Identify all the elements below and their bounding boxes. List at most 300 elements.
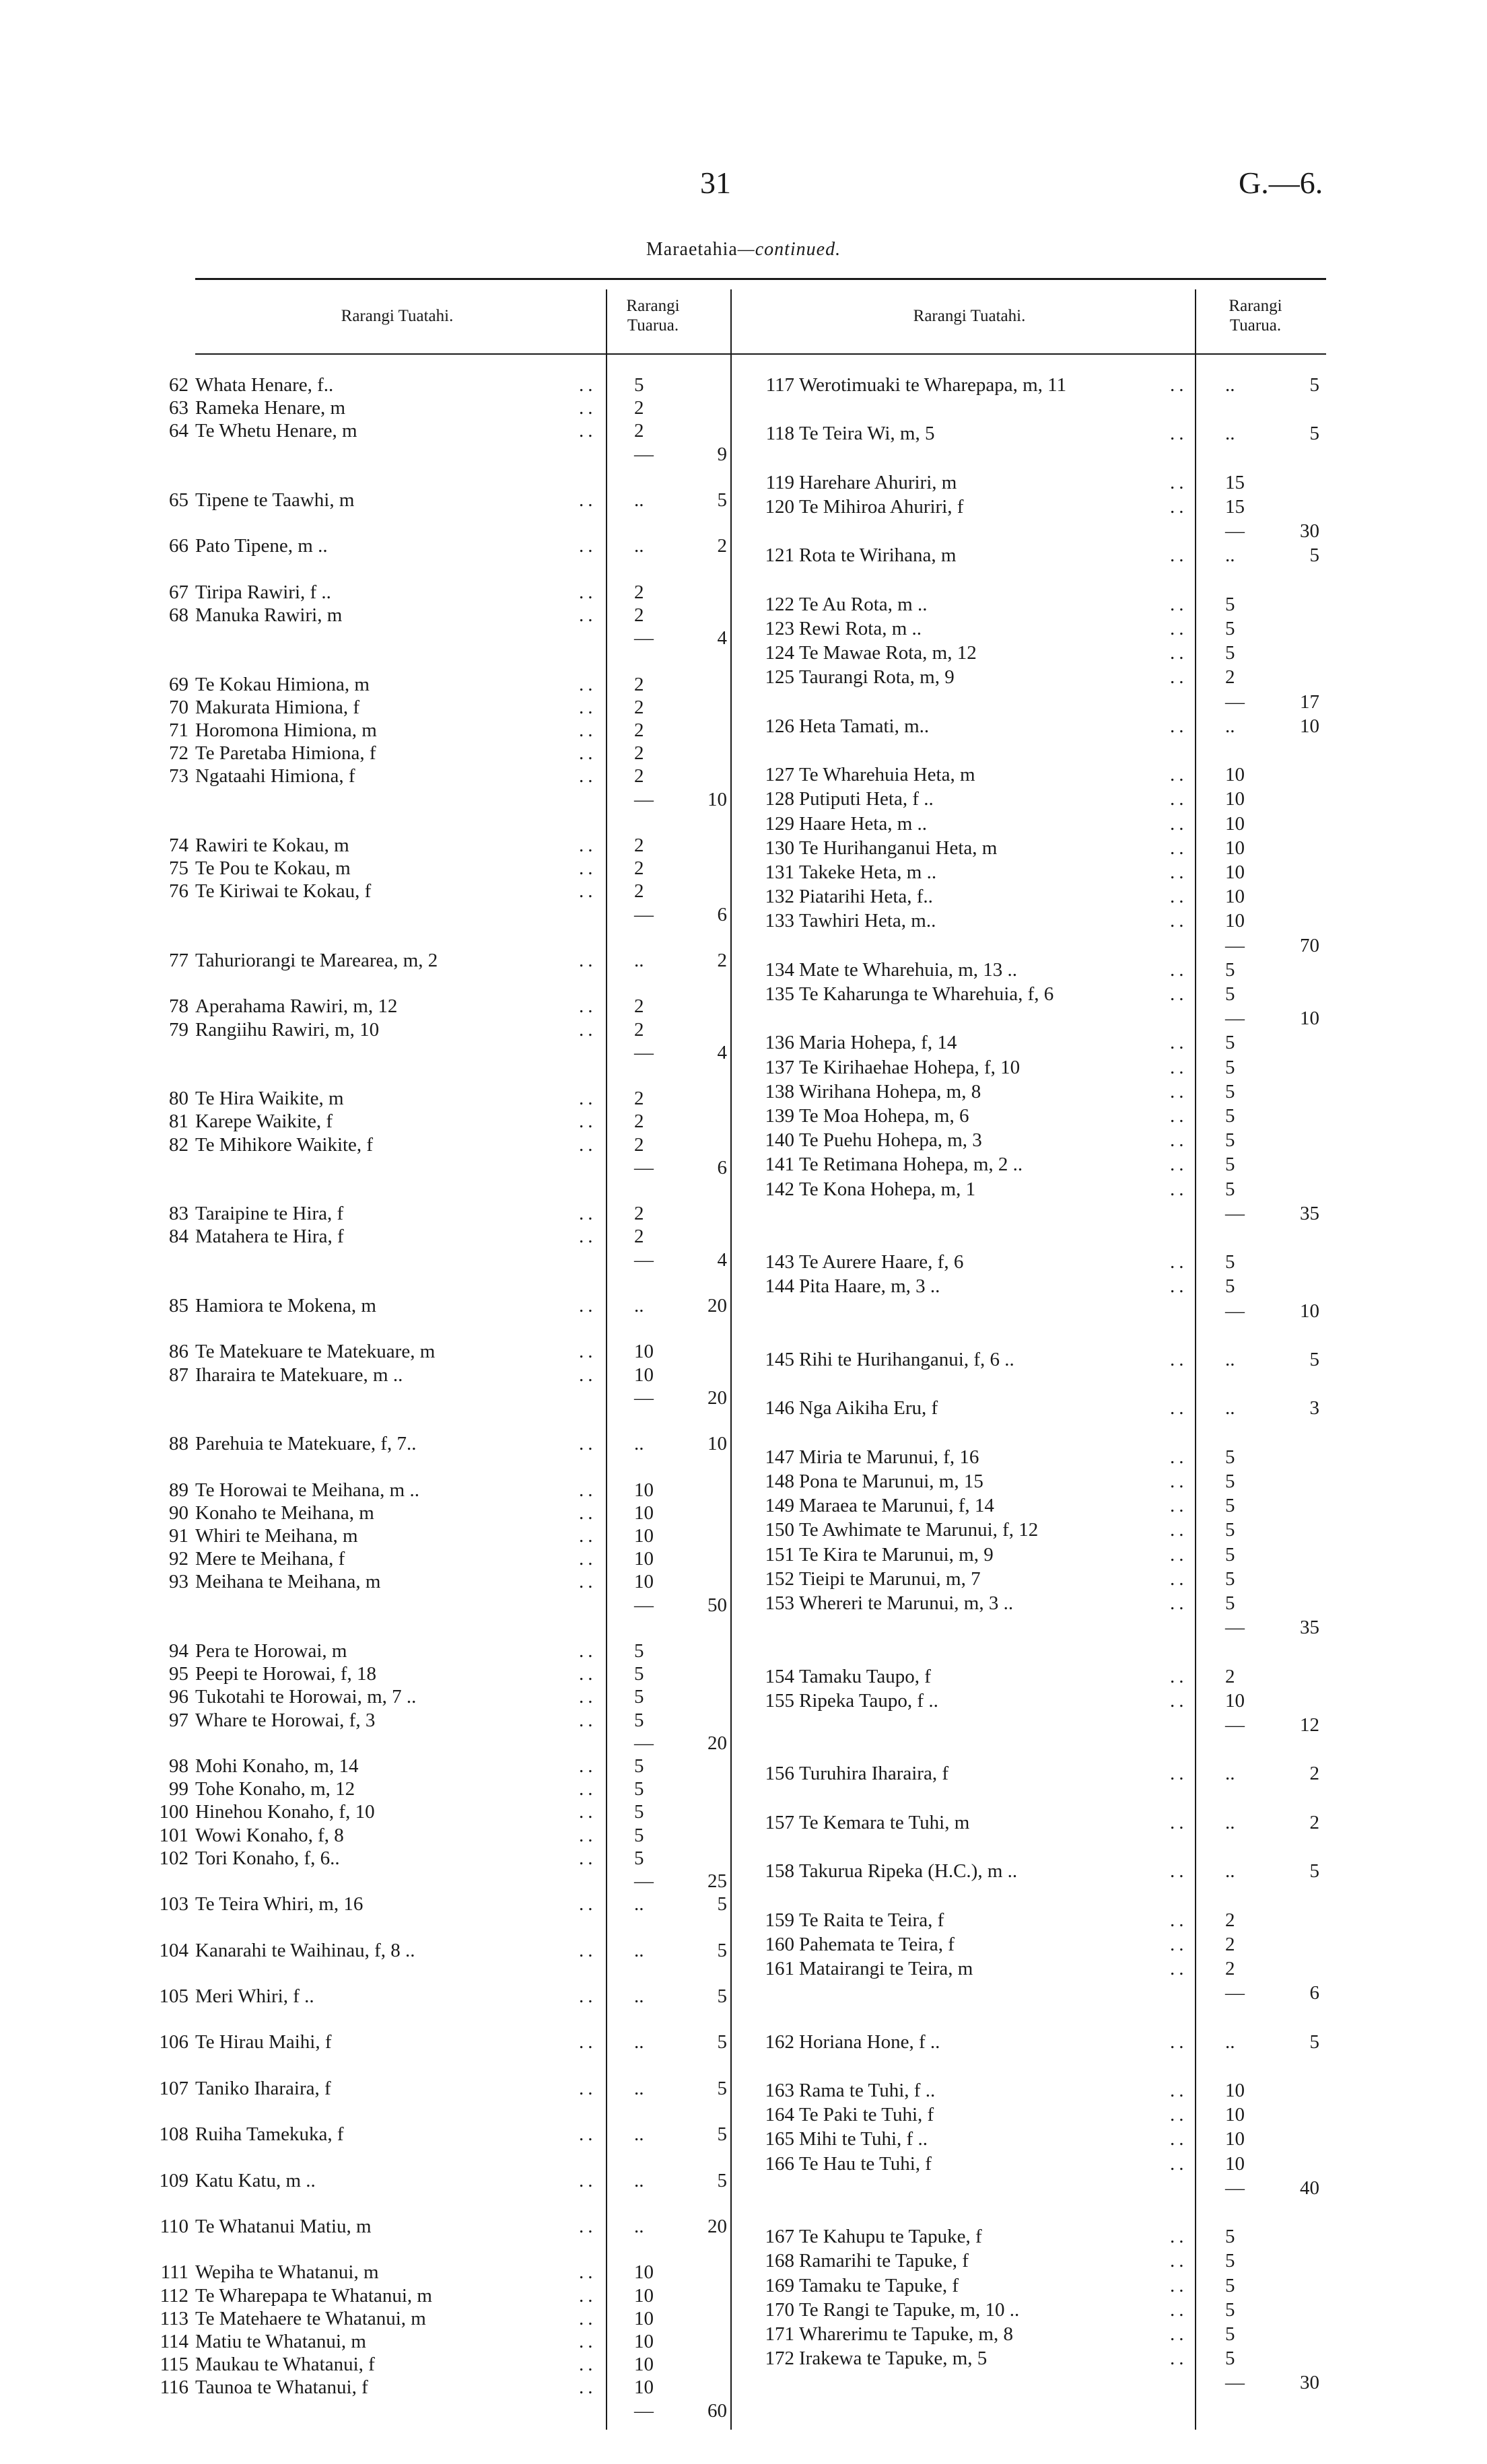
entry-number: 109 — [159, 2169, 188, 2191]
entry-name: Te Retimana Hohepa, m, 2 .. — [799, 1154, 1023, 1176]
leader-dots: .. — [1170, 1958, 1188, 1979]
leader-dots: .. — [1170, 642, 1188, 664]
entry-number: 72 — [169, 742, 188, 765]
entry-row — [0, 641, 1487, 664]
entry-row — [0, 471, 1487, 494]
entry-row — [0, 520, 1487, 542]
leader-dots: .. — [579, 1018, 597, 1041]
share-value: 2 — [634, 581, 644, 603]
share-value: — — [634, 1156, 654, 1178]
leader-dots: .. — [579, 535, 597, 557]
leader-dots: .. — [1170, 958, 1188, 981]
share-value: 5 — [1225, 1568, 1235, 1590]
entry-name: Te Kokau Himiona, m — [195, 673, 370, 695]
entry-row — [0, 1129, 1487, 1152]
entry-number: 101 — [159, 1824, 188, 1846]
leader-dots: .. — [1170, 544, 1188, 567]
leader-dots: .. — [1170, 764, 1188, 786]
share-value: 5 — [1225, 2298, 1235, 2321]
entry-number: 167 — [765, 2226, 794, 2248]
leader-dots: .. — [1170, 1909, 1188, 1931]
entry-name: Nga Aikiha Eru, f — [799, 1397, 938, 1419]
share-value: 10 — [1225, 812, 1245, 835]
entry-row — [0, 1543, 1487, 1566]
entry-number: 91 — [169, 1525, 188, 1547]
entry-row — [0, 787, 1487, 810]
entry-number: 115 — [160, 2354, 188, 2376]
share-value: 5 — [1225, 642, 1235, 664]
entry-number: 165 — [765, 2128, 794, 2150]
leader-dots: .. — [579, 2261, 597, 2284]
entry-name: Peepi te Horowai, f, 18 — [195, 1663, 376, 1685]
entry-name: Te Matekuare te Matekuare, m — [195, 1341, 436, 1363]
leader-dots: .. — [579, 2377, 597, 2399]
entry-row — [0, 2347, 1487, 2370]
share-value: — — [1225, 1617, 1245, 1639]
group-total: 20 — [707, 1732, 727, 1754]
entry-name: Te Teira Whiri, m, 16 — [195, 1893, 364, 1915]
entry-number: 90 — [169, 1502, 188, 1524]
entry-number: 121 — [765, 544, 794, 567]
leader-dots: .. — [1170, 1689, 1188, 1712]
entry-number: 172 — [765, 2348, 794, 2370]
share-value: 5 — [1225, 1471, 1235, 1492]
entry-name: Putiputi Heta, f .. — [799, 788, 934, 810]
group-total: 35 — [1300, 1202, 1319, 1224]
entry-row — [0, 495, 1487, 518]
leader-dots: .. — [579, 673, 597, 695]
share-value: 5 — [1225, 2226, 1235, 2248]
entry-name: Mate te Wharehuia, m, 13 .. — [799, 958, 1017, 981]
entry-name: Te Aurere Haare, f, 6 — [799, 1251, 964, 1273]
group-total: 20 — [707, 1295, 727, 1316]
entry-name: Mohi Konaho, m, 14 — [195, 1755, 359, 1777]
share-value: 10 — [634, 1548, 654, 1570]
leader-dots: .. — [1170, 1665, 1188, 1687]
leader-dots: .. — [579, 1640, 597, 1662]
entry-name: Te Whatanui Matiu, m — [195, 2216, 372, 2237]
entry-name: Hinehou Konaho, f, 10 — [195, 1801, 375, 1823]
share-value: 2 — [1225, 1958, 1235, 1979]
leader-dots: .. — [579, 1571, 597, 1593]
entry-number: 133 — [765, 910, 794, 932]
share-value: 5 — [1225, 2323, 1235, 2345]
entry-name: Te Kiriwai te Kokau, f — [195, 880, 372, 903]
entry-name: Tahuriorangi te Marearea, m, 2 — [195, 950, 438, 971]
share-value: 2 — [634, 880, 644, 903]
entry-row — [0, 1226, 1487, 1249]
share-value: — — [1225, 2177, 1245, 2199]
entry-number: 82 — [169, 1133, 188, 1156]
group-total: 10 — [707, 1433, 727, 1455]
entry-name: Hamiora te Mokena, m — [195, 1295, 376, 1316]
share-value: 2 — [634, 719, 644, 741]
entry-row — [0, 1981, 1487, 2004]
entry-number: 102 — [159, 1847, 188, 1869]
entry-row — [0, 593, 1487, 616]
entry-name: Tieipi te Marunui, m, 7 — [799, 1568, 981, 1590]
entry-row — [0, 1153, 1487, 1176]
leader-dots: .. — [1170, 2298, 1188, 2321]
leader-dots: .. — [1170, 666, 1188, 689]
entry-name: Whata Henare, f.. — [195, 374, 334, 396]
entry-number: 119 — [765, 471, 794, 493]
entry-number: 132 — [765, 886, 794, 908]
entry-name: Te Horowai te Meihana, m .. — [195, 1479, 419, 1501]
leader-dots: .. — [1170, 1568, 1188, 1590]
leader-dots: .. — [579, 1133, 597, 1156]
entry-row — [0, 2371, 1487, 2394]
entry-row — [0, 1031, 1487, 1054]
entry-number: 169 — [765, 2274, 794, 2296]
share-value: 5 — [1225, 1275, 1235, 1298]
entry-number: 123 — [765, 618, 794, 639]
share-value: 10 — [1225, 2152, 1245, 2175]
entry-name: Pita Haare, m, 3 .. — [799, 1275, 940, 1298]
entry-number: 156 — [765, 1763, 794, 1785]
group-total: 10 — [707, 788, 727, 810]
group-total: 25 — [707, 1870, 727, 1892]
entry-number: 81 — [169, 1111, 188, 1133]
entry-name: Tamaku Taupo, f — [799, 1665, 931, 1687]
share-value: 10 — [634, 2284, 654, 2307]
entry-name: Te Hira Waikite, m — [195, 1088, 344, 1110]
entry-row — [0, 1397, 1487, 1419]
share-value: 10 — [634, 2354, 654, 2376]
entry-name: Katu Katu, m .. — [195, 2169, 316, 2191]
leader-dots: .. — [1170, 1105, 1188, 1127]
group-total: 5 — [717, 2123, 727, 2146]
entry-name: Whereri te Marunui, m, 3 .. — [799, 1592, 1014, 1614]
entry-number: 138 — [765, 1080, 794, 1102]
entry-number: 66 — [169, 535, 188, 557]
entry-number: 87 — [169, 1364, 188, 1386]
leader-dots: .. — [1170, 496, 1188, 518]
entry-number: 111 — [160, 2261, 188, 2284]
leader-dots: .. — [1170, 1056, 1188, 1078]
entry-row — [0, 739, 1487, 762]
share-value: — — [634, 1386, 654, 1409]
entry-name: Parehuia te Matekuare, f, 7.. — [195, 1433, 417, 1455]
share-value: 5 — [1225, 1543, 1235, 1565]
entry-row — [0, 569, 1487, 592]
entry-number: 108 — [159, 2123, 188, 2146]
entry-number: 100 — [159, 1801, 188, 1823]
entry-number: 70 — [169, 696, 188, 718]
leader-dots: .. — [579, 397, 597, 419]
entry-number: 170 — [765, 2298, 794, 2321]
entry-row — [0, 544, 1487, 567]
leader-dots: .. — [579, 1709, 597, 1731]
entry-number: 158 — [765, 1860, 794, 1882]
group-total: 2 — [1309, 1811, 1319, 1833]
share-value: 5 — [634, 374, 644, 396]
leader-dots: .. — [1170, 788, 1188, 810]
group-total: 2 — [717, 535, 727, 557]
leader-dots: .. — [1170, 1860, 1188, 1882]
share-value: 10 — [1225, 886, 1245, 908]
share-value: — — [1225, 691, 1245, 713]
entry-name: Tori Konaho, f, 6.. — [195, 1847, 340, 1869]
entry-number: 153 — [765, 1592, 794, 1614]
group-total: 6 — [717, 903, 727, 925]
share-value: 2 — [1225, 1665, 1235, 1687]
entry-name: Ramarihi te Tapuke, f — [799, 2250, 969, 2272]
leader-dots: .. — [579, 2354, 597, 2376]
entry-row — [0, 374, 1487, 396]
entry-row — [0, 1568, 1487, 1590]
share-value: — — [634, 1732, 654, 1754]
right-share-header-line1: Rarangi — [1229, 297, 1282, 315]
share-value: 5 — [1225, 1495, 1235, 1517]
share-value: 10 — [634, 2377, 654, 2399]
leader-dots: .. — [579, 696, 597, 718]
leader-dots: .. — [1170, 1446, 1188, 1468]
entry-row — [0, 1104, 1487, 1127]
entry-row — [0, 1909, 1487, 1932]
leader-dots: .. — [579, 581, 597, 603]
entry-number: 104 — [159, 1939, 188, 1961]
entry-row — [0, 2006, 1487, 2029]
leader-dots: .. — [579, 374, 597, 396]
entry-number: 136 — [765, 1032, 794, 1054]
group-total: 5 — [717, 1939, 727, 1961]
entry-name: Harehare Ahuriri, m — [799, 471, 957, 493]
group-total: 3 — [1309, 1397, 1319, 1419]
group-total: 60 — [707, 2399, 727, 2422]
group-total: 17 — [1300, 691, 1319, 713]
entry-name: Taurangi Rota, m, 9 — [799, 666, 955, 689]
entry-row — [0, 1178, 1487, 1201]
entry-name: Tawhiri Heta, m.. — [799, 910, 936, 932]
entry-row — [0, 1372, 1487, 1395]
entry-number: 88 — [169, 1433, 188, 1455]
entry-row — [0, 715, 1487, 738]
leader-dots: .. — [579, 1364, 597, 1386]
share-value: 5 — [1225, 2274, 1235, 2296]
entry-row — [0, 2031, 1487, 2053]
share-value: 2 — [634, 1018, 644, 1041]
entry-number: 106 — [159, 2031, 188, 2053]
leader-dots: .. — [1170, 2031, 1188, 2053]
entry-row — [0, 812, 1487, 835]
share-value: 5 — [634, 1847, 644, 1869]
leader-dots: .. — [579, 1686, 597, 1708]
leader-dots: .. — [1170, 374, 1188, 396]
group-total: 5 — [717, 1985, 727, 2007]
leader-dots: .. — [1170, 1397, 1188, 1419]
group-total: 10 — [1300, 1300, 1319, 1322]
entry-row — [0, 1251, 1487, 1273]
entry-name: Te Kahupu te Tapuke, f — [799, 2226, 982, 2248]
entry-name: Iharaira te Matekuare, m .. — [195, 1364, 403, 1386]
entry-number: 65 — [169, 489, 188, 511]
entry-row — [0, 1884, 1487, 1907]
entry-row — [0, 2201, 1487, 2224]
group-total: 4 — [717, 1041, 727, 1063]
entry-row — [0, 1348, 1487, 1371]
leader-dots: .. — [1170, 1275, 1188, 1298]
right-list-header: Rarangi Tuatahi. — [913, 307, 1026, 325]
entry-number: 129 — [765, 812, 794, 835]
share-value: .. — [1225, 1860, 1235, 1882]
entry-number: 76 — [169, 880, 188, 903]
entry-number: 157 — [765, 1811, 794, 1833]
leader-dots: .. — [1170, 2080, 1188, 2101]
entry-name: Rihi te Hurihanganui, f, 6 .. — [799, 1349, 1014, 1370]
share-value: — — [1225, 1202, 1245, 1224]
entry-row — [0, 1324, 1487, 1347]
leader-dots: .. — [579, 1525, 597, 1547]
share-value: — — [1225, 2372, 1245, 2394]
entry-name: Turuhira Iharaira, f — [799, 1763, 948, 1785]
entry-number: 97 — [169, 1709, 188, 1731]
leader-dots: .. — [579, 995, 597, 1018]
entry-name: Whare te Horowai, f, 3 — [195, 1709, 376, 1731]
entry-row — [0, 1860, 1487, 1882]
entry-number: 80 — [169, 1088, 188, 1110]
entry-number: 110 — [160, 2216, 188, 2237]
share-value: 10 — [1225, 764, 1245, 786]
share-value: 5 — [1225, 1178, 1235, 1200]
group-total: 6 — [717, 1156, 727, 1178]
share-value: 5 — [634, 1824, 644, 1846]
left-share-header-line2: Tuarua. — [627, 316, 679, 335]
entry-name: Ruiha Tamekuka, f — [195, 2123, 344, 2146]
entry-number: 164 — [765, 2104, 794, 2126]
leader-dots: .. — [579, 857, 597, 880]
leader-dots: .. — [579, 1295, 597, 1316]
entry-number: 151 — [765, 1543, 794, 1565]
entry-number: 134 — [765, 958, 794, 981]
share-value: 5 — [1225, 1446, 1235, 1468]
entry-number: 95 — [169, 1663, 188, 1685]
leader-dots: .. — [1170, 2152, 1188, 2175]
entry-name: Horiana Hone, f .. — [799, 2031, 940, 2053]
share-value: .. — [1225, 1811, 1235, 1833]
share-value: 5 — [1225, 1154, 1235, 1176]
entry-row — [0, 1056, 1487, 1079]
entry-number: 64 — [169, 420, 188, 442]
share-value: — — [634, 1041, 654, 1063]
share-value: — — [634, 1870, 654, 1892]
entry-number: 166 — [765, 2152, 794, 2175]
entry-name: Rota te Wirihana, m — [799, 544, 957, 567]
entry-name: Aperahama Rawiri, m, 12 — [195, 995, 398, 1018]
leader-dots: .. — [1170, 593, 1188, 615]
entry-name: Takeke Heta, m .. — [799, 861, 937, 883]
group-total: 2 — [717, 950, 727, 971]
entry-number: 92 — [169, 1548, 188, 1570]
entry-number: 162 — [765, 2031, 794, 2053]
entry-number: 148 — [765, 1471, 794, 1492]
share-value: — — [1225, 1300, 1245, 1322]
entry-number: 62 — [169, 374, 188, 396]
leader-dots: .. — [579, 1341, 597, 1363]
entry-row — [0, 1494, 1487, 1517]
entry-name: Tiripa Rawiri, f .. — [195, 581, 331, 603]
entry-name: Maria Hohepa, f, 14 — [799, 1032, 957, 1054]
share-value: 10 — [634, 2307, 654, 2329]
share-value: 10 — [634, 1364, 654, 1386]
leader-dots: .. — [579, 2284, 597, 2307]
entry-name: Mihi te Tuhi, f .. — [799, 2128, 928, 2150]
entry-number: 155 — [765, 1689, 794, 1712]
leader-dots: .. — [1170, 2348, 1188, 2370]
entry-name: Tukotahi te Horowai, m, 7 .. — [195, 1686, 417, 1708]
entry-number: 120 — [765, 496, 794, 518]
share-value: 5 — [1225, 1056, 1235, 1078]
entry-number: 63 — [169, 397, 188, 419]
share-value: .. — [634, 2216, 644, 2237]
entry-row — [0, 2298, 1487, 2321]
leader-dots: .. — [1170, 1811, 1188, 1833]
leader-dots: .. — [579, 950, 597, 971]
leader-dots: .. — [1170, 1129, 1188, 1152]
entry-row — [0, 983, 1487, 1006]
entry-row — [0, 958, 1487, 981]
entry-number: 144 — [765, 1275, 794, 1298]
leader-dots: .. — [1170, 1251, 1188, 1273]
entry-name: Tamaku te Tapuke, f — [799, 2274, 959, 2296]
share-value: .. — [634, 2169, 644, 2191]
entry-name: Rewi Rota, m .. — [799, 618, 922, 639]
share-value: 10 — [634, 1479, 654, 1501]
entry-name: Maraea te Marunui, f, 14 — [799, 1495, 994, 1517]
share-value: .. — [634, 950, 644, 971]
share-value: 2 — [634, 1111, 644, 1133]
entry-number: 145 — [765, 1349, 794, 1370]
share-value: 5 — [1225, 958, 1235, 981]
entry-name: Wharerimu te Tapuke, m, 8 — [799, 2323, 1013, 2345]
leader-dots: .. — [1170, 471, 1188, 493]
entry-name: Meihana te Meihana, m — [195, 1571, 381, 1593]
entry-row — [0, 2249, 1487, 2272]
entry-name: Te Mawae Rota, m, 12 — [799, 642, 977, 664]
group-total: 5 — [717, 1893, 727, 1915]
entry-name: Karepe Waikite, f — [195, 1111, 333, 1133]
share-value: 5 — [634, 1640, 644, 1662]
leader-dots: .. — [579, 1088, 597, 1110]
entry-number: 89 — [169, 1479, 188, 1501]
share-value: .. — [1225, 2031, 1235, 2053]
entry-number: 168 — [765, 2250, 794, 2272]
leader-dots: .. — [1170, 1495, 1188, 1517]
entry-row — [0, 1300, 1487, 1323]
share-value: 5 — [634, 1755, 644, 1777]
entry-number: 131 — [765, 861, 794, 883]
share-value: — — [634, 903, 654, 925]
entry-number: 114 — [160, 2331, 188, 2352]
entry-name: Taniko Iharaira, f — [195, 2077, 331, 2099]
entry-name: Rawiri te Kokau, m — [195, 835, 349, 856]
entry-number: 117 — [765, 374, 794, 396]
group-total: 5 — [1309, 1860, 1319, 1882]
entry-row — [0, 666, 1487, 689]
share-value: 5 — [1225, 1519, 1235, 1541]
leader-dots: .. — [579, 1502, 597, 1524]
entry-row — [0, 1835, 1487, 1858]
entry-name: Te Wharepapa te Whatanui, m — [195, 2284, 432, 2307]
share-value: 2 — [1225, 666, 1235, 689]
entry-name: Te Rangi te Tapuke, m, 10 .. — [799, 2298, 1020, 2321]
share-value: .. — [634, 535, 644, 557]
share-value: — — [1225, 934, 1245, 956]
share-value: 10 — [1225, 910, 1245, 932]
entry-name: Irakewa te Tapuke, m, 5 — [799, 2348, 988, 2370]
share-value: 2 — [634, 1203, 644, 1225]
leader-dots: .. — [1170, 2323, 1188, 2345]
